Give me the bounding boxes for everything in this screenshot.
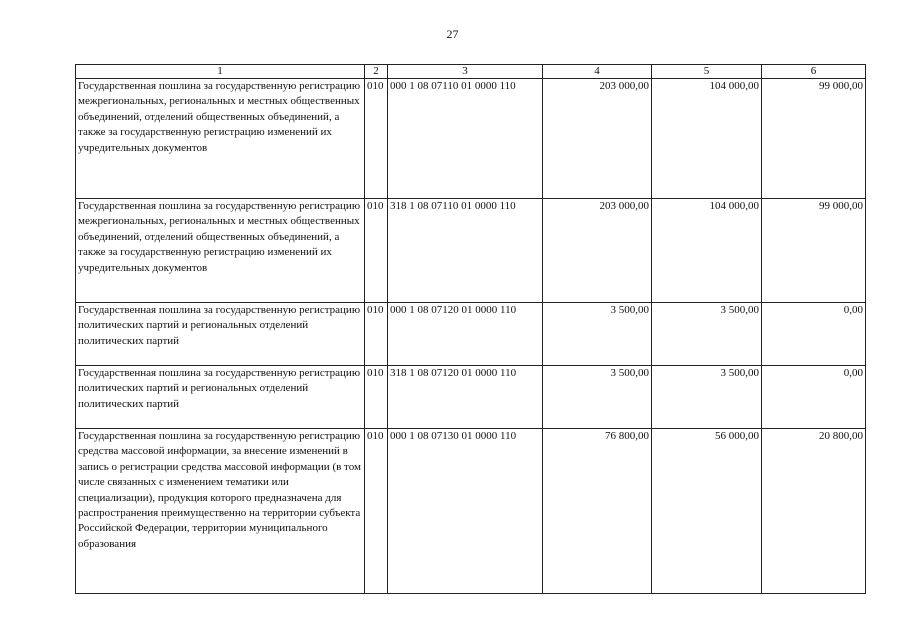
table-row xyxy=(76,199,866,303)
cell-name: Государственная пошлина за государственную регистрацию политических партий и региональных отделений политических партий xyxy=(76,303,365,366)
table-row xyxy=(76,366,866,429)
cell-name: Государственная пошлина за государственную регистрацию межрегиональных, региональных и местных общественных объединений, отделений общественных объединений, а также за государственную регистрацию изменений их учредительных документов xyxy=(76,79,365,199)
cell-col-6: 20 800,00 xyxy=(762,429,866,594)
cell-col-5: 56 000,00 xyxy=(652,429,762,594)
cell-col-6: 0,00 xyxy=(762,303,866,366)
table-row xyxy=(76,79,866,199)
cell-budget-code: 318 1 08 07120 01 0000 110 xyxy=(388,366,543,429)
header-col-4: 4 xyxy=(543,65,652,79)
cell-col-4: 3 500,00 xyxy=(543,303,652,366)
cell-admin-code: 010 xyxy=(365,79,388,199)
cell-col-5: 104 000,00 xyxy=(652,79,762,199)
header-row xyxy=(76,65,866,79)
cell-budget-code: 318 1 08 07110 01 0000 110 xyxy=(388,199,543,303)
page-number: 27 xyxy=(446,27,459,41)
cell-col-4: 203 000,00 xyxy=(543,199,652,303)
cell-col-6: 99 000,00 xyxy=(762,79,866,199)
header-col-6: 6 xyxy=(762,65,866,79)
budget-table xyxy=(75,64,866,594)
cell-admin-code: 010 xyxy=(365,303,388,366)
header-col-1: 1 xyxy=(76,65,365,79)
cell-col-6: 99 000,00 xyxy=(762,199,866,303)
header-col-2: 2 xyxy=(365,65,388,79)
cell-name: Государственная пошлина за государственную регистрацию средства массовой информации, за внесение изменений в запись о регистрации средства массовой информации (в том числе связанных с изменением тематики или специализации), продукция которого предназначена для распространения преимущественно на территории субъекта Российской Федерации, территории муниципального образования xyxy=(76,429,365,594)
cell-col-5: 3 500,00 xyxy=(652,303,762,366)
cell-admin-code: 010 xyxy=(365,366,388,429)
table-row xyxy=(76,303,866,366)
cell-col-4: 76 800,00 xyxy=(543,429,652,594)
cell-col-4: 3 500,00 xyxy=(543,366,652,429)
cell-budget-code: 000 1 08 07110 01 0000 110 xyxy=(388,79,543,199)
cell-budget-code: 000 1 08 07130 01 0000 110 xyxy=(388,429,543,594)
cell-col-5: 104 000,00 xyxy=(652,199,762,303)
cell-name: Государственная пошлина за государственную регистрацию политических партий и региональных отделений политических партий xyxy=(76,366,365,429)
table-row xyxy=(76,429,866,594)
cell-admin-code: 010 xyxy=(365,199,388,303)
cell-col-6: 0,00 xyxy=(762,366,866,429)
cell-budget-code: 000 1 08 07120 01 0000 110 xyxy=(388,303,543,366)
cell-col-5: 3 500,00 xyxy=(652,366,762,429)
header-col-3: 3 xyxy=(388,65,543,79)
cell-admin-code: 010 xyxy=(365,429,388,594)
cell-name: Государственная пошлина за государственную регистрацию межрегиональных, региональных и местных общественных объединений, отделений общественных объединений, а также за государственную регистрацию изменений их учредительных документов xyxy=(76,199,365,303)
cell-col-4: 203 000,00 xyxy=(543,79,652,199)
header-col-5: 5 xyxy=(652,65,762,79)
